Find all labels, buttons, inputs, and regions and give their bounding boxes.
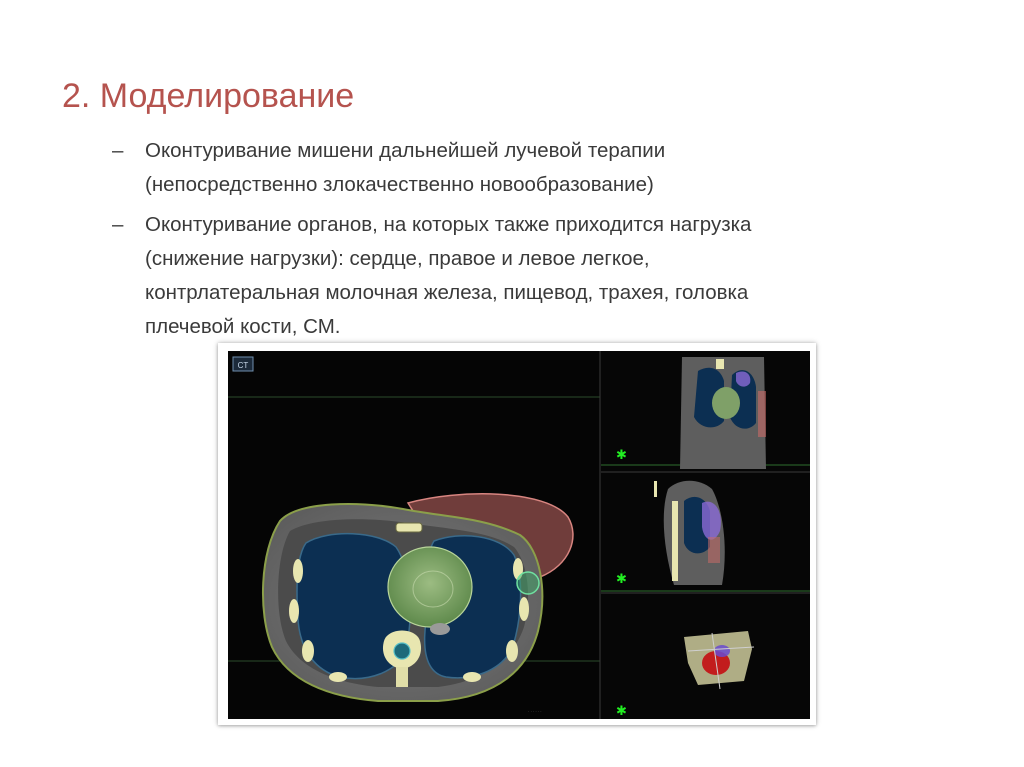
heart-contour bbox=[388, 547, 472, 627]
axial-view[interactable] bbox=[228, 351, 600, 719]
sagittal-view[interactable] bbox=[601, 472, 810, 592]
bullet-line: Оконтуривание мишени дальнейшей лучевой терапии bbox=[145, 139, 666, 162]
sternum bbox=[396, 523, 422, 532]
sagittal-spine bbox=[672, 501, 678, 581]
bullet-list bbox=[112, 134, 952, 350]
coronal-vertebra bbox=[716, 359, 724, 369]
bullet-dash: – bbox=[112, 213, 124, 236]
bullet-organ-contouring bbox=[112, 208, 952, 344]
sagittal-marker bbox=[654, 481, 657, 497]
rib bbox=[329, 672, 347, 682]
rib bbox=[289, 599, 299, 623]
axial-footer-text: · · · · · · bbox=[528, 709, 542, 714]
bullet-line: Оконтуривание органов, на которых также приходится нагрузка bbox=[145, 213, 752, 236]
bullet-line: контрлатеральная молочная железа, пищевод, трахея, головка bbox=[145, 281, 749, 304]
bullet-line: (непосредственно злокачественно новообразование) bbox=[145, 173, 654, 196]
slide-title: 2. Моделирование bbox=[62, 77, 355, 115]
spinous-process bbox=[396, 667, 408, 687]
bullet-line: (снижение нагрузки): сердце, правое и левое легкое, bbox=[145, 247, 650, 270]
bullet-line: плечевой кости, СМ. bbox=[145, 315, 341, 338]
rib bbox=[293, 559, 303, 583]
rib bbox=[519, 597, 529, 621]
rib bbox=[463, 672, 481, 682]
contralateral-structure-contour bbox=[517, 572, 539, 594]
ct-viewer-canvas bbox=[228, 351, 810, 719]
coronal-orientation-marker: ✱ bbox=[616, 447, 627, 462]
rib bbox=[506, 640, 518, 662]
ct-viewer bbox=[228, 351, 810, 719]
3d-target bbox=[714, 645, 730, 657]
coronal-heart bbox=[712, 387, 740, 419]
ct-mode-badge[interactable] bbox=[233, 357, 253, 371]
sagittal-orientation-marker: ✱ bbox=[616, 571, 627, 586]
coronal-breast-target bbox=[758, 391, 766, 437]
coronal-view[interactable] bbox=[601, 351, 810, 471]
sagittal-breast-target bbox=[708, 537, 720, 563]
aorta bbox=[430, 623, 450, 635]
bullet-dash: – bbox=[112, 139, 124, 162]
ct-planning-figure bbox=[218, 343, 816, 725]
rib bbox=[302, 640, 314, 662]
ct-badge-label: CT bbox=[237, 361, 249, 370]
3d-view[interactable] bbox=[601, 593, 810, 719]
bullet-target-contouring bbox=[112, 134, 952, 202]
3d-orientation-marker: ✱ bbox=[616, 703, 627, 718]
spinal-cord-contour bbox=[394, 643, 410, 659]
